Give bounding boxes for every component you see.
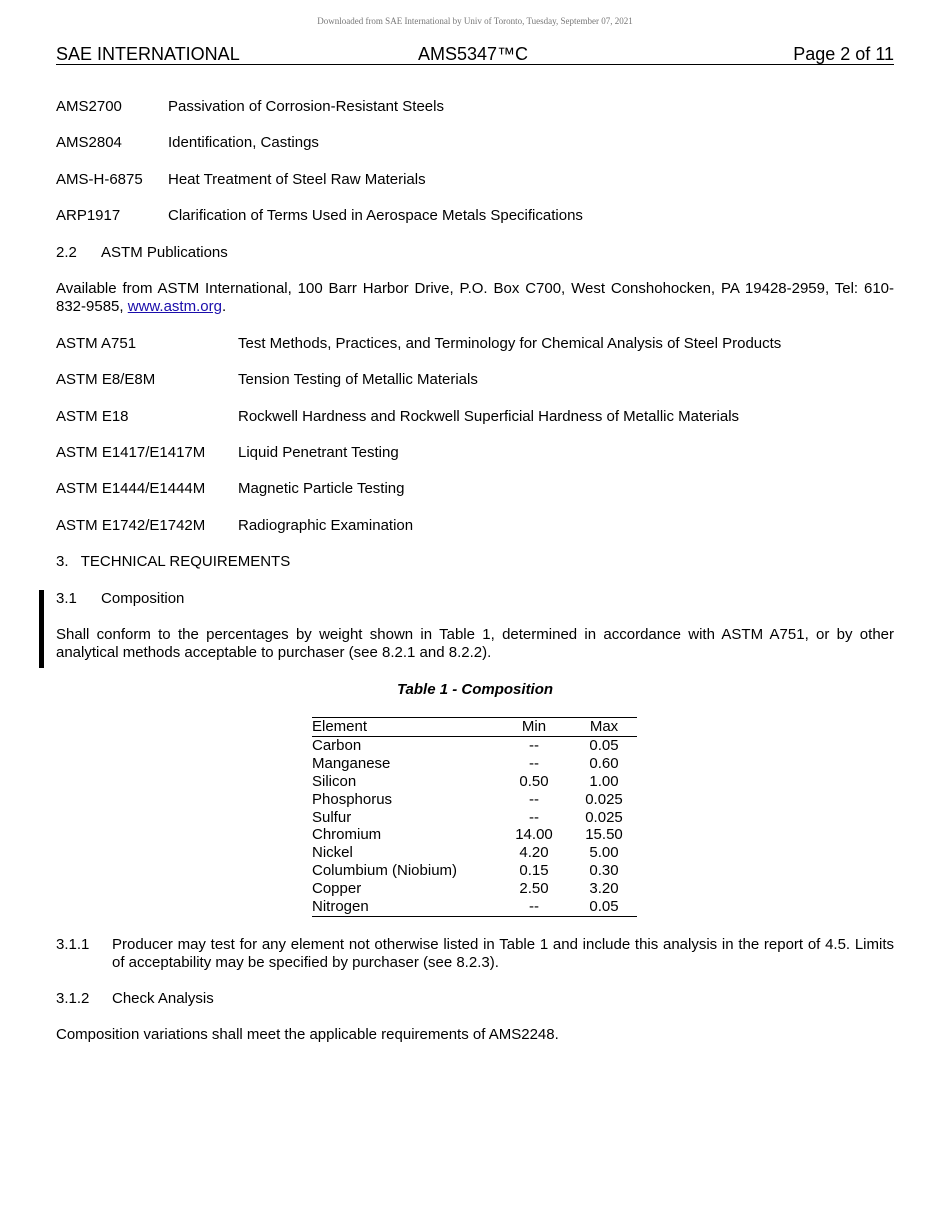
cell-element: Manganese (312, 754, 391, 772)
reference-title: Clarification of Terms Used in Aerospace Metals Specifications (168, 207, 583, 224)
reference-item (56, 371, 894, 389)
cell-max: 3.20 (589, 880, 619, 898)
cell-min: 4.20 (519, 844, 549, 862)
table-row (312, 898, 637, 916)
reference-code: AMS2804 (56, 134, 122, 151)
reference-title: Passivation of Corrosion-Resistant Steels (168, 98, 444, 115)
cell-element: Phosphorus (312, 790, 393, 808)
section-heading-check-analysis (56, 990, 894, 1008)
section-title: ASTM Publications (101, 244, 228, 261)
reference-item (56, 207, 894, 225)
composition-table (312, 717, 637, 917)
reference-code: ASTM E8/E8M (56, 371, 156, 388)
cell-min: 2.50 (519, 880, 549, 898)
table-row (312, 791, 637, 809)
page-header (56, 44, 894, 65)
cell-element: Copper (312, 880, 362, 898)
reference-item (56, 408, 894, 426)
header-doc-number: AMS5347™C (418, 44, 529, 64)
cell-element: Sulfur (312, 808, 352, 826)
cell-element: Nitrogen (312, 898, 369, 916)
astm-availability-paragraph (56, 280, 894, 316)
cell-element: Nickel (312, 844, 353, 862)
cell-max: 0.025 (585, 808, 623, 826)
reference-code: AMS2700 (56, 98, 122, 115)
section-title: Composition (101, 590, 185, 607)
section-title: Check Analysis (112, 990, 214, 1007)
cell-element: Carbon (312, 736, 362, 754)
section-number: 3.1.2 (56, 990, 90, 1007)
technical-requirements-heading: 3. TECHNICAL REQUIREMENTS (56, 553, 291, 570)
reference-code: ASTM E1444/E1444M (56, 480, 206, 497)
cell-min: -- (529, 790, 539, 808)
table-row (312, 880, 637, 898)
table-row (312, 736, 637, 754)
table-caption: Table 1 - Composition (396, 681, 554, 698)
check-analysis-paragraph: Composition variations shall meet the applicable requirements of AMS2248. (56, 1026, 559, 1043)
reference-item (56, 335, 894, 353)
cell-element: Silicon (312, 772, 357, 790)
reference-title: Identification, Castings (168, 134, 319, 151)
header-org: SAE INTERNATIONAL (56, 44, 240, 64)
reference-title: Rockwell Hardness and Rockwell Superficial Hardness of Metallic Materials (238, 408, 740, 425)
section-number: 2.2 (56, 244, 77, 261)
reference-code: AMS-H-6875 (56, 171, 143, 188)
cell-min: 0.15 (519, 862, 549, 880)
table-row (312, 809, 637, 827)
table-row (312, 862, 637, 880)
column-header-element: Element (312, 718, 368, 735)
reference-code: ASTM E1417/E1417M (56, 444, 206, 461)
reference-title: Heat Treatment of Steel Raw Materials (168, 171, 426, 188)
section-number: 3.1 (56, 590, 77, 607)
cell-max: 15.50 (585, 826, 623, 844)
cell-min: -- (529, 754, 539, 772)
cell-max: 5.00 (589, 844, 619, 862)
cell-min: -- (529, 808, 539, 826)
cell-min: 14.00 (515, 826, 553, 844)
astm-website-link[interactable]: www.astm.org (127, 298, 222, 315)
section-number: 3.1.1 (56, 936, 90, 953)
change-bar (39, 590, 44, 668)
reference-item (56, 480, 894, 498)
reference-item (56, 517, 894, 535)
table-header-row (312, 718, 637, 737)
section-text: Producer may test for any element not otherwise listed in Table 1 and include this analysis in the report of 4.5. Limits of acceptability may be specified by purchaser (see 8.2.3). (112, 936, 894, 971)
reference-title: Test Methods, Practices, and Terminology for Chemical Analysis of Steel Products (238, 335, 782, 352)
composition-paragraph: Shall conform to the percentages by weight shown in Table 1, determined in accordance with ASTM A751, or by other analytical methods acceptable to purchaser (see 8.2.1 and 8.2.2). (56, 626, 894, 661)
cell-max: 0.30 (589, 862, 619, 880)
cell-min: 0.50 (519, 772, 549, 790)
cell-element: Columbium (Niobium) (312, 862, 458, 880)
section-heading-astm (56, 244, 228, 262)
section-3-1-1 (56, 936, 894, 972)
reference-item (56, 98, 894, 116)
table-row (312, 773, 637, 791)
cell-max: 0.05 (589, 736, 619, 754)
column-header-max: Max (589, 718, 619, 735)
reference-title: Liquid Penetrant Testing (238, 444, 399, 461)
cell-max: 1.00 (589, 772, 619, 790)
reference-item (56, 171, 894, 189)
cell-element: Chromium (312, 826, 382, 844)
reference-title: Tension Testing of Metallic Materials (238, 371, 478, 388)
link-suffix: . (221, 298, 227, 315)
reference-code: ASTM E1742/E1742M (56, 517, 206, 534)
cell-max: 0.05 (589, 898, 619, 916)
reference-code: ASTM A751 (56, 335, 137, 352)
reference-code: ASTM E18 (56, 408, 129, 425)
reference-code: ARP1917 (56, 207, 121, 224)
table-row (312, 755, 637, 773)
header-page-number: Page 2 of 11 (793, 44, 894, 64)
cell-max: 0.025 (585, 790, 623, 808)
cell-min: -- (529, 898, 539, 916)
reference-title: Magnetic Particle Testing (238, 480, 405, 497)
table-row (312, 826, 637, 844)
column-header-min: Min (521, 718, 547, 735)
cell-max: 0.60 (589, 754, 619, 772)
reference-item (56, 444, 894, 462)
download-watermark: Downloaded from SAE International by Univ of Toronto, Tuesday, September 07, 2021 (317, 16, 633, 26)
table-row (312, 844, 637, 862)
availability-text: Available from ASTM International, 100 Barr Harbor Drive, P.O. Box C700, West Conshohocken, PA 19428-2959, Tel: 610-832-9585, (56, 280, 894, 315)
reference-title: Radiographic Examination (238, 517, 414, 534)
cell-min: -- (529, 736, 539, 754)
reference-item (56, 134, 894, 152)
section-heading-composition (56, 590, 184, 608)
